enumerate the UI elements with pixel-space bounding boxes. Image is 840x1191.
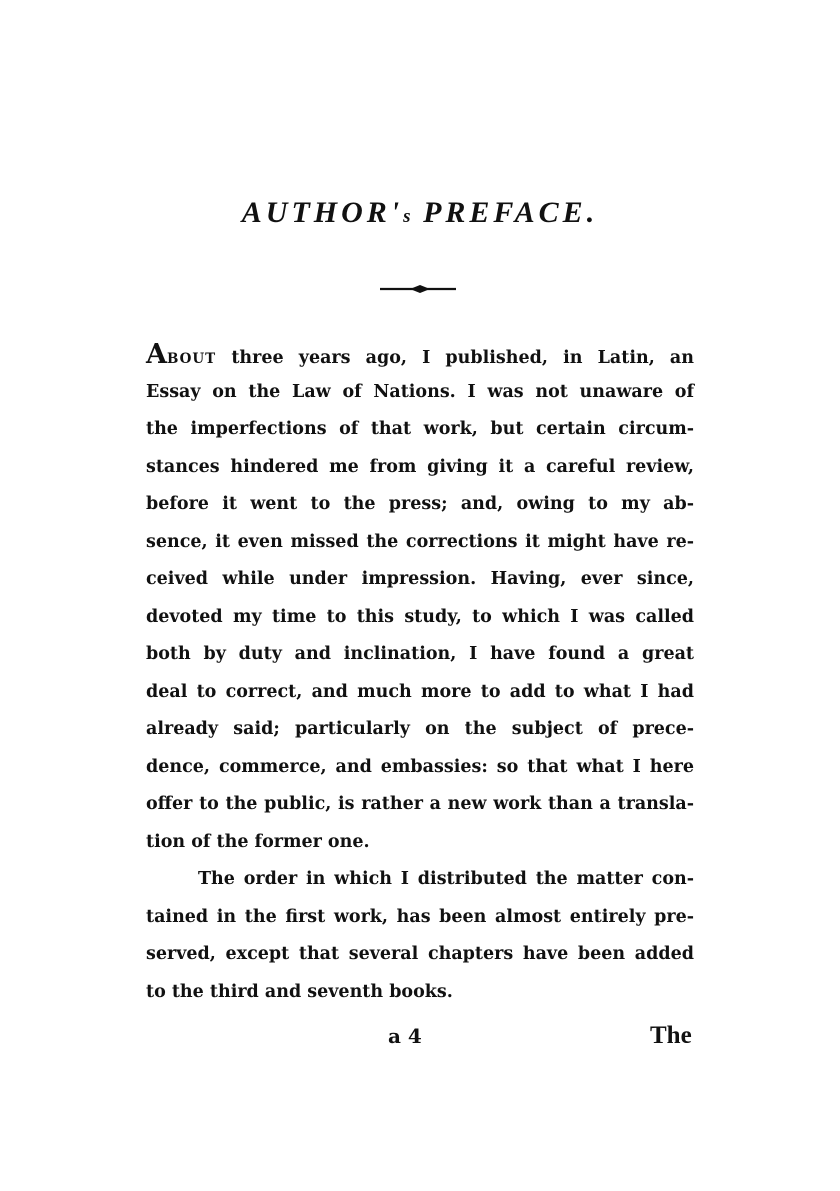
paragraph-1-line: offer to the public, is rather a new work than a transla- bbox=[146, 794, 694, 814]
title-small-s: s bbox=[403, 206, 412, 227]
line-rest: three years ago, I published, in Latin, an bbox=[216, 348, 694, 368]
rule-with-diamond-ornament-icon bbox=[380, 282, 456, 296]
preface-text bbox=[146, 336, 694, 1011]
paragraph-1-line: devoted my time to this study, to which I was called bbox=[146, 606, 694, 627]
signature-mark: a 4 bbox=[388, 1024, 422, 1048]
paragraph-1-line: the imperfections of that work, but certain circum- bbox=[146, 419, 694, 439]
paragraph-1-line: both by duty and inclination, I have found a great bbox=[146, 644, 694, 664]
paragraph-1-line: stances hindered me from giving it a careful review, bbox=[146, 456, 694, 477]
page-title bbox=[0, 196, 840, 230]
title-part-b: PREFACE. bbox=[411, 196, 599, 229]
paragraph-1-line-1 bbox=[146, 336, 694, 374]
paragraph-2-line: served, except that several chapters have been added bbox=[146, 944, 694, 964]
paragraph-1-line: Essay on the Law of Nations. I was not unaware of bbox=[146, 381, 694, 402]
paragraph-2-last-line: to the third and seventh books. bbox=[146, 981, 453, 1002]
paragraph-1-line: sence, it even missed the corrections it might have re- bbox=[146, 531, 694, 552]
catchword: The bbox=[650, 1022, 692, 1049]
drop-cap: A bbox=[146, 339, 167, 370]
title-part-a: AUTHOR' bbox=[241, 196, 404, 229]
paragraph-1-line: already said; particularly on the subject of prece- bbox=[146, 719, 694, 739]
paragraph-1-line: before it went to the press; and, owing to my ab- bbox=[146, 494, 694, 514]
paragraph-2-line: tained in the first work, has been almost entirely pre- bbox=[146, 906, 694, 927]
paragraph-1-last-line: tion of the former one. bbox=[146, 831, 370, 852]
paragraph-1-line: dence, commerce, and embassies: so that what I here bbox=[146, 756, 694, 777]
paragraph-1-line: ceived while under impression. Having, ever since, bbox=[146, 569, 694, 589]
paragraph-1-line: deal to correct, and much more to add to what I had bbox=[146, 681, 694, 702]
small-caps-word: BOUT bbox=[166, 351, 217, 367]
paragraph-2-line-1: The order in which I distributed the matter con- bbox=[198, 869, 694, 889]
